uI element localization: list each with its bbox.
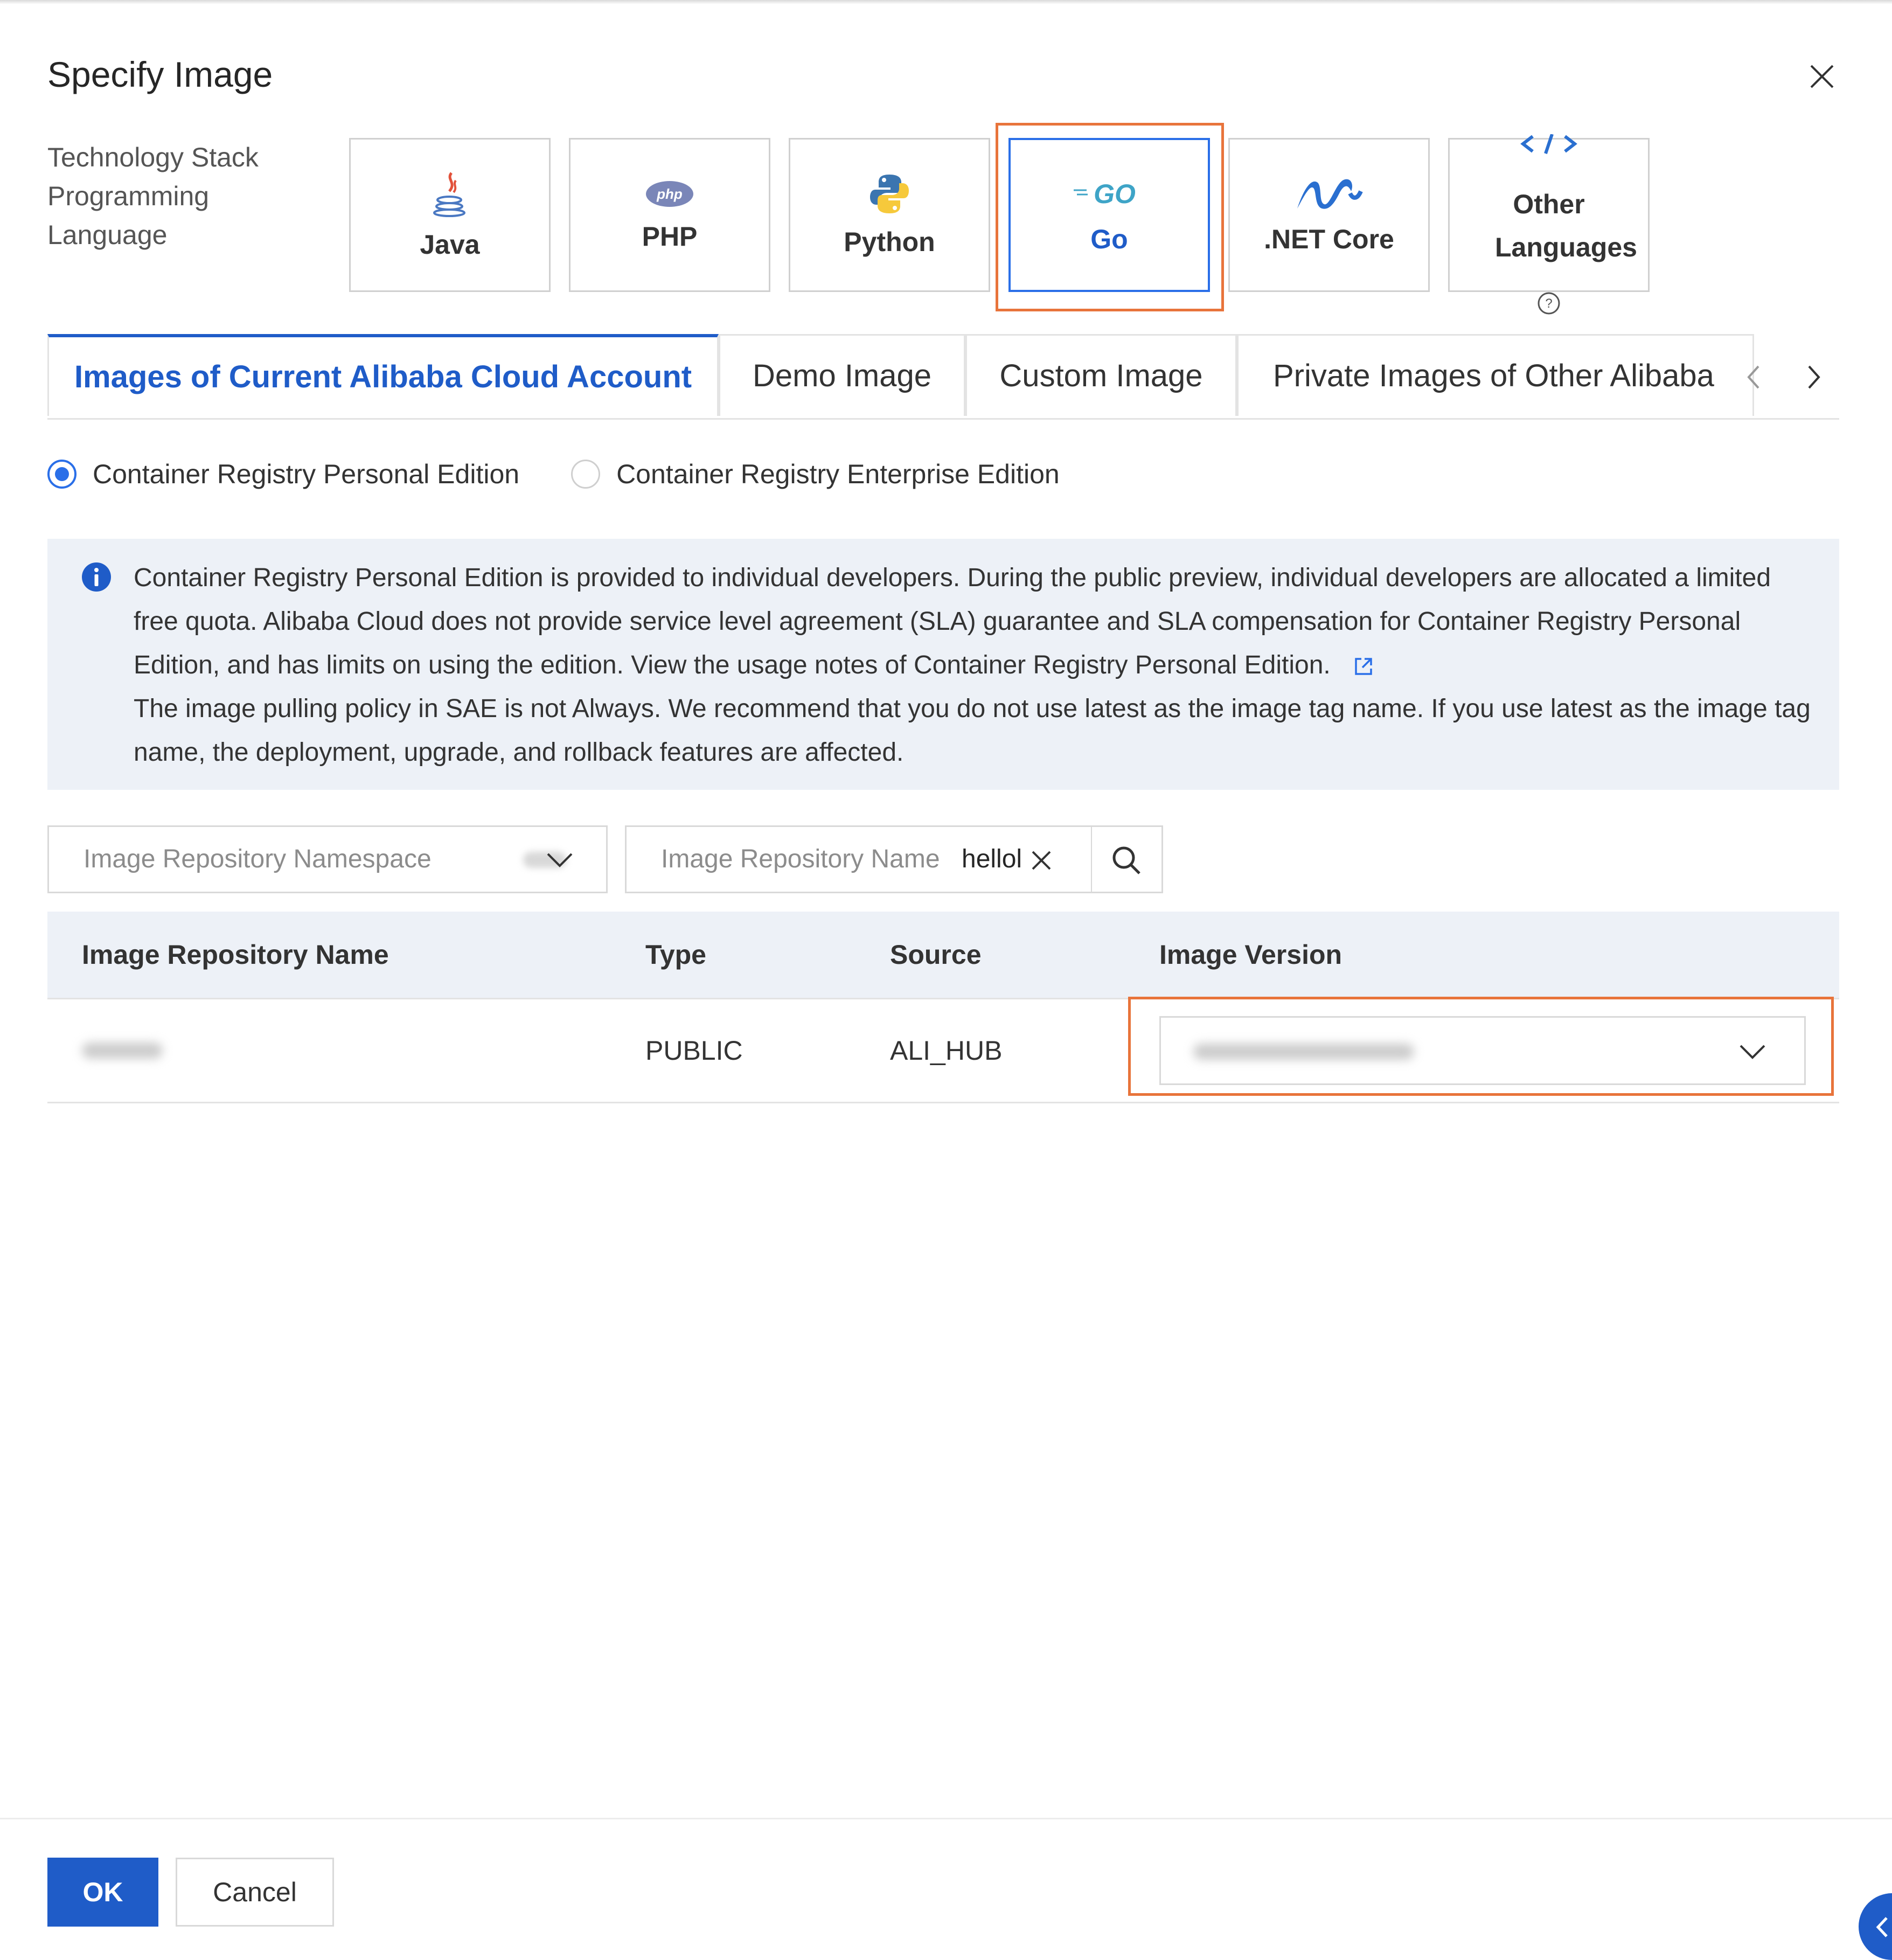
tab-scroll-controls bbox=[1743, 356, 1824, 399]
lang-card-java[interactable] bbox=[349, 138, 551, 292]
registry-edition-radio-group bbox=[47, 457, 1060, 491]
info-notice bbox=[47, 539, 1839, 790]
notice-text-2: The image pulling policy in SAE is not Always. We recommend that you do not use latest as the image tag name. If you use latest as the image tag name, the deployment, upgrade, and rollback features are affected. bbox=[134, 694, 1811, 767]
tab-custom-image[interactable]: Custom Image bbox=[965, 334, 1237, 416]
repo-name-search-input[interactable] bbox=[625, 825, 1094, 893]
footer-divider bbox=[0, 1818, 1892, 1819]
chevron-left-icon[interactable] bbox=[1743, 361, 1765, 393]
help-icon[interactable] bbox=[1536, 291, 1561, 316]
search-icon bbox=[1110, 844, 1143, 877]
chevron-down-icon bbox=[1737, 1038, 1768, 1065]
external-link-icon[interactable] bbox=[1353, 656, 1374, 677]
cancel-button[interactable]: Cancel bbox=[176, 1858, 334, 1927]
lang-card-other[interactable] bbox=[1448, 138, 1650, 292]
row-type: PUBLIC bbox=[645, 1035, 743, 1066]
clear-icon[interactable] bbox=[1030, 849, 1053, 872]
image-version-select[interactable] bbox=[1159, 1016, 1806, 1085]
dotnet-icon bbox=[1294, 175, 1364, 213]
code-icon bbox=[1517, 134, 1581, 161]
namespace-placeholder: Image Repository Namespace bbox=[84, 845, 432, 873]
repo-name-value: hellol bbox=[962, 845, 1022, 873]
lang-card-python[interactable] bbox=[789, 138, 990, 292]
top-shadow bbox=[0, 0, 1892, 4]
repo-name-placeholder: Image Repository Name bbox=[661, 845, 940, 873]
tab-other-account-images[interactable]: Private Images of Other Alibaba bbox=[1237, 334, 1754, 416]
lang-label-python: Python bbox=[844, 227, 935, 257]
lang-label-java: Java bbox=[420, 230, 480, 260]
svg-text:?: ? bbox=[1545, 296, 1553, 311]
tab-demo-image[interactable]: Demo Image bbox=[719, 334, 965, 416]
lang-label-go: Go bbox=[1090, 224, 1128, 254]
ok-button[interactable]: OK bbox=[47, 1858, 158, 1927]
col-image-version: Image Version bbox=[1159, 940, 1343, 970]
lang-card-php[interactable] bbox=[569, 138, 770, 292]
radio-personal-edition[interactable] bbox=[47, 460, 76, 489]
lang-label-dotnet: .NET Core bbox=[1264, 224, 1394, 254]
lang-card-dotnet[interactable] bbox=[1228, 138, 1430, 292]
row-source: ALI_HUB bbox=[890, 1035, 1003, 1066]
radio-enterprise-edition-label[interactable]: Container Registry Enterprise Edition bbox=[616, 459, 1060, 489]
notice-text-1: Container Registry Personal Edition is provided to individual developers. During the public preview, individual developers are allocated a limited free quota. Alibaba Cloud does not provide service level agreement (SLA) guarantee and SLA compensation for Container Registry Personal Edition, and has limits on using the edition. View the usage notes of Container Registry Personal Edition. bbox=[134, 564, 1771, 679]
col-source: Source bbox=[890, 940, 982, 970]
radio-personal-edition-label[interactable]: Container Registry Personal Edition bbox=[93, 459, 520, 489]
java-icon bbox=[431, 170, 469, 218]
php-icon bbox=[644, 178, 695, 210]
search-button[interactable] bbox=[1092, 825, 1163, 893]
repo-name-blurred bbox=[82, 1042, 163, 1059]
lang-label-php: PHP bbox=[642, 221, 698, 252]
chevron-left-icon bbox=[1872, 1914, 1892, 1941]
info-icon bbox=[81, 561, 112, 593]
col-type: Type bbox=[645, 940, 706, 970]
collapse-side-button[interactable] bbox=[1859, 1893, 1892, 1960]
tech-stack-label: Technology Stack Programming Language bbox=[47, 142, 259, 250]
image-source-tabs bbox=[47, 334, 1839, 420]
radio-enterprise-edition[interactable] bbox=[571, 460, 600, 489]
namespace-select[interactable] bbox=[47, 825, 608, 893]
tab-current-account[interactable]: Images of Current Alibaba Cloud Account bbox=[47, 334, 719, 416]
chevron-down-icon bbox=[545, 846, 575, 873]
python-icon bbox=[868, 172, 911, 216]
svg-text:php: php bbox=[657, 186, 683, 202]
chevron-right-icon[interactable] bbox=[1803, 361, 1824, 393]
selected-language-highlight bbox=[996, 123, 1224, 311]
col-repo-name: Image Repository Name bbox=[82, 940, 389, 970]
close-icon[interactable] bbox=[1806, 60, 1838, 93]
svg-text:GO: GO bbox=[1094, 179, 1136, 209]
image-version-blurred-value bbox=[1193, 1044, 1414, 1060]
dialog-title: Specify Image bbox=[47, 54, 273, 94]
table-header bbox=[47, 912, 1839, 999]
lang-label-other: Other Languages bbox=[1495, 189, 1637, 262]
